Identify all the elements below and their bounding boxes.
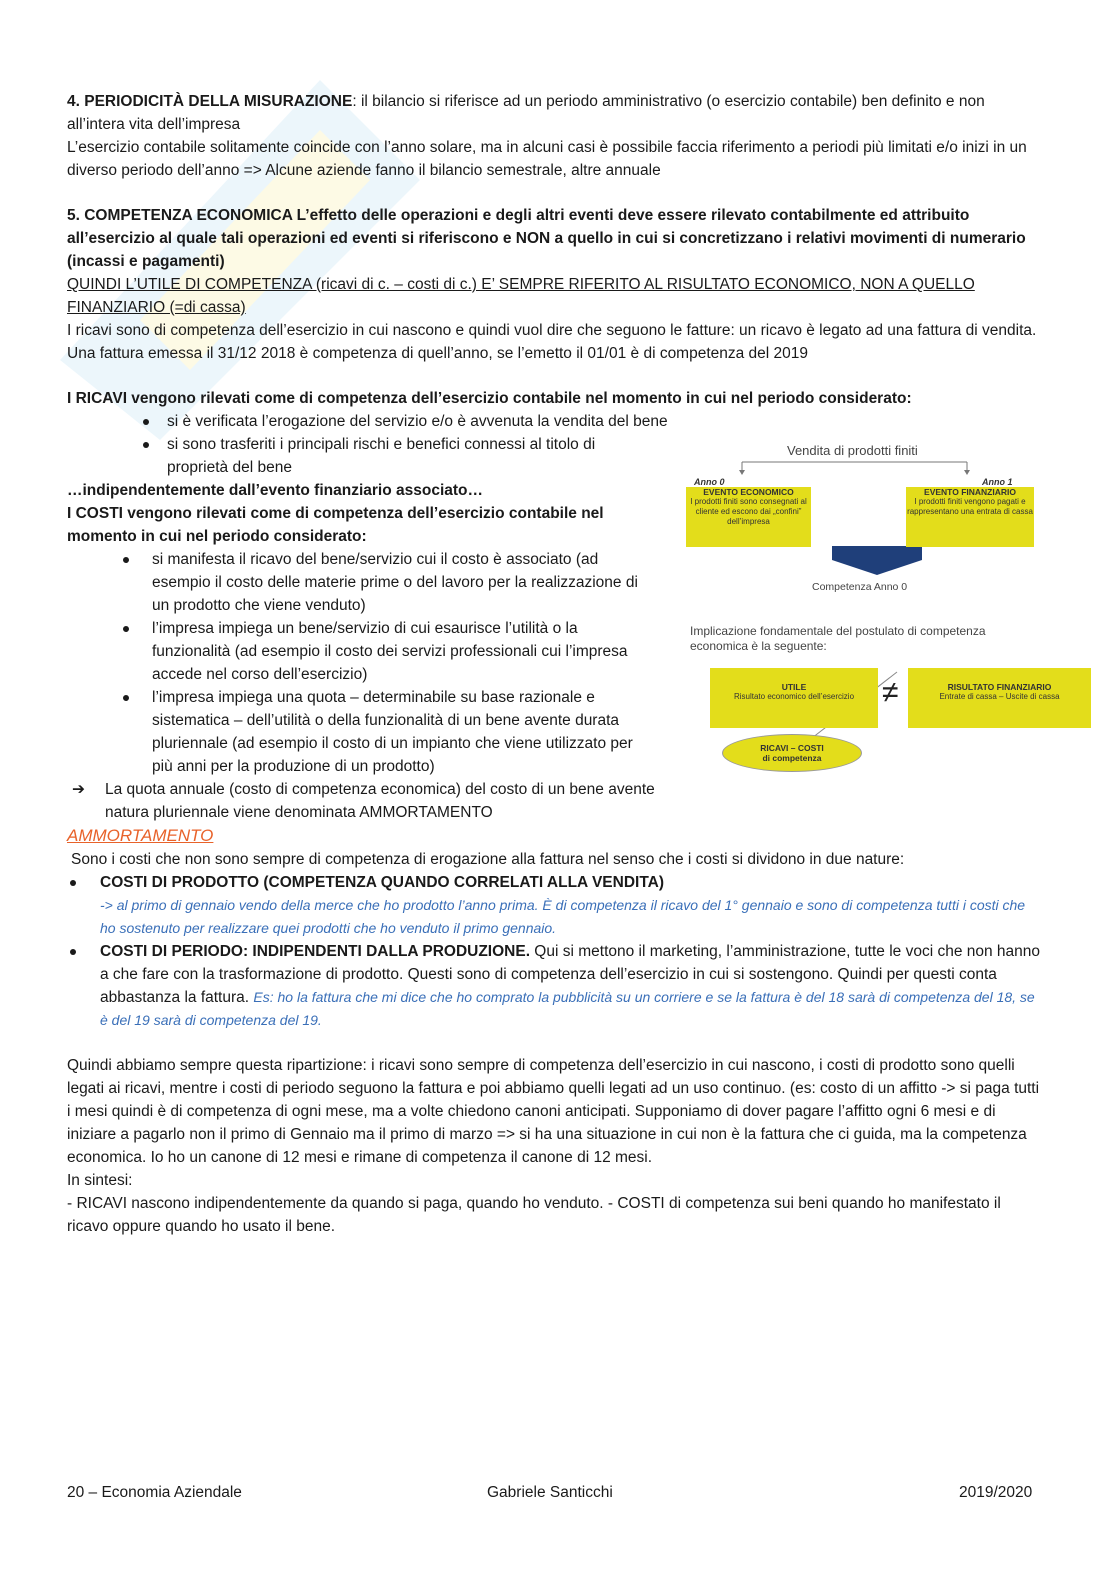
section5-bold-text: L’effetto delle operazioni e degli altri eventi deve essere rilevato contabilmente ed attribuito all’esercizio al quale tali operazioni ed eventi si riferiscono e NON a quello in cui si concretizzano i relativi movimenti di numerario (incassi e pagamenti) xyxy=(67,207,1026,270)
ammortamento-item-2 xyxy=(67,940,1042,1032)
ellipse-title: RICAVI – COSTI xyxy=(760,743,824,753)
footer-right: 2019/2020 xyxy=(959,1484,1033,1501)
ricavi-item-1: si è verificata l’erogazione del servizio e/o è avvenuta la vendita del bene xyxy=(67,410,1042,433)
section4-text2: L’esercizio contabile solitamente coincide con l’anno solare, ma in alcuni casi è possibile faccia riferimento a periodi più limitati e/o inizi in un diverso periodo dell’anno => Alcune aziende fanno il bilancio semestrale, altre annuale xyxy=(67,139,1027,179)
costi-item-2: l’impresa impiega un bene/servizio di cui esaurisce l’utilità o la funzionalità (ad esempio il costo dei servizi professionali cui l’impresa accede nel corso dell’esercizio) xyxy=(67,617,652,686)
footer-center: Gabriele Santicchi xyxy=(487,1484,613,1501)
ricavi-item-2: si sono trasferiti i principali rischi e benefici connessi al titolo di proprietà del bene xyxy=(67,433,647,479)
ammortamento-intro: Sono i costi che non sono sempre di competenza di erogazione alla fattura nel senso che i costi si dividono in due nature: xyxy=(71,851,905,868)
conclusion-last: - RICAVI nascono indipendentemente da quando si paga, quando ho venduto. - COSTI di competenza sui beni quando ho manifestato il ricavo oppure quando ho usato il bene. xyxy=(67,1195,1001,1235)
section4-title: 4. PERIODICITÀ DELLA MISURAZIONE xyxy=(67,93,353,110)
footer-left: 20 – Economia Aziendale xyxy=(67,1484,242,1501)
fin-text: Entrate di cassa – Uscite di cassa xyxy=(939,692,1060,701)
arrow-right-icon: ➔ xyxy=(72,781,85,798)
evento-economico-box xyxy=(686,487,811,547)
implicazione-text: Implicazione fondamentale del postulato di competenza economica è la seguente: xyxy=(690,624,986,653)
evento-finanziario-text: I prodotti finiti vengono pagati e rappresentano una entrata di cassa xyxy=(907,497,1033,516)
competenza-diagram xyxy=(682,440,1092,780)
utile-title: UTILE xyxy=(781,682,807,692)
costi-prodotto-note: -> al primo di gennaio vendo della merce che ho prodotto l’anno prima. È di competenza il ricavo del 1° gennaio e sono di competenza tutti i costi che ho sostenuto per realizzare quei prodotti che ho venduto il primo gennaio. xyxy=(100,897,1026,936)
ammortamento-title-row xyxy=(67,824,1042,848)
section4-para xyxy=(67,90,1042,136)
fin-title: RISULTATO FINANZIARIO xyxy=(947,682,1052,692)
costi-periodo-title: COSTI DI PERIODO: INDIPENDENTI DALLA PRODUZIONE. xyxy=(100,943,530,960)
costi-item-3: l’impresa impiega una quota – determinabile su base razionale e sistematica – dell’utilità o della funzionalità di un bene avente durata pluriennale (ad esempio il costo di un impianto che viene utilizzato per più anni per la produzione di un prodotto) xyxy=(67,686,652,778)
utile-box xyxy=(710,668,878,728)
anno1-label: Anno 1 xyxy=(982,477,1013,487)
costi-list xyxy=(67,548,652,778)
costi-prodotto-title: COSTI DI PRODOTTO (COMPETENZA QUANDO CORRELATI ALLA VENDITA) xyxy=(100,874,665,891)
diagram-title: Vendita di prodotti finiti xyxy=(787,443,918,458)
conclusion-sintesi: In sintesi: xyxy=(67,1172,133,1189)
ricavi-costi-ellipse xyxy=(722,734,862,772)
ellipse-text: di competenza xyxy=(762,753,822,763)
ammortamento-title: AMMORTAMENTO xyxy=(67,826,214,845)
anno0-label: Anno 0 xyxy=(694,477,725,487)
ammortamento-list xyxy=(67,871,1042,1032)
conclusion-para: Quindi abbiamo sempre questa ripartizione: i ricavi sono sempre di competenza dell’esercizio in cui nascono, i costi di prodotto sono quelli legati ai ricavi, mentre i costi di periodo seguono la fattura e poi abbiamo quelli legati ad un uso continuo. (es: costo di un affitto -> si paga tutti i mesi quindi è di competenza di ogni mese, ma a volte chiedono canoni anticipati. Supponiamo di dover pagare l’affitto ogni 6 mesi e di iniziare a pagarlo non il primo di Gennaio ma il primo di marzo => si ha una situazione in cui non è la fattura che ci guida, ma la competenza economica. Io ho un canone di 12 mesi e rimane di competenza il canone di 12 mesi. xyxy=(67,1057,1040,1166)
costi-item-1: si manifesta il ricavo del bene/servizio cui il costo è associato (ad esempio il costo delle materie prime o del lavoro per la realizzazione di un prodotto che viene venduto) xyxy=(67,548,652,617)
costi-periodo-note: Es: ho la fattura che mi dice che ho comprato la pubblicità su un corriere e se la fattura è del 18 sarà di competenza del 18, se è del 19 sarà di competenza del 19. xyxy=(100,989,1035,1028)
evento-economico-title: EVENTO ECONOMICO xyxy=(703,487,794,497)
costi-heading: I COSTI vengono rilevati come di competenza dell’esercizio contabile nel momento in cui nel periodo considerato: xyxy=(67,505,604,545)
ammortamento-item-1 xyxy=(67,871,1042,940)
evento-economico-text: I prodotti finiti sono consegnati al cliente ed escono dai „confini” dell’impresa xyxy=(690,497,807,526)
section5-text: I ricavi sono di competenza dell’esercizio in cui nascono e quindi vuol dire che seguono le fatture: un ricavo è legato ad una fattura di vendita. Una fattura emessa il 31/12 2018 è competenza di quell’anno, se l’emetto il 01/01 è di competenza del 2019 xyxy=(67,322,1037,362)
section5-title: 5. COMPETENZA ECONOMICA xyxy=(67,207,293,224)
evento-finanziario-title: EVENTO FINANZIARIO xyxy=(924,487,1016,497)
ricavi-after: …indipendentemente dall’evento finanziario associato… xyxy=(67,482,483,499)
ammortamento-arrow-row xyxy=(67,778,660,824)
arrow-text: La quota annuale (costo di competenza economica) del costo di un bene avente natura pluriennale viene denominata AMMORTAMENTO xyxy=(105,781,655,821)
ricavi-heading: I RICAVI vengono rilevati come di competenza dell’esercizio contabile nel momento in cui nel periodo considerato: xyxy=(67,390,912,407)
not-equal-icon: ≠ xyxy=(882,676,899,709)
section4-text1: : il bilancio si riferisce ad un periodo amministrativo (o esercizio contabile) ben definito e non all’intera vita dell’impresa xyxy=(67,93,985,133)
section5-underlined: QUINDI L’UTILE DI COMPETENZA (ricavi di c. – costi di c.) E’ SEMPRE RIFERITO AL RISULTATO ECONOMICO, NON A QUELLO FINANZIARIO (=di cassa) xyxy=(67,276,975,316)
risultato-finanziario-box xyxy=(908,668,1091,728)
evento-finanziario-box xyxy=(906,487,1034,547)
costi-periodo-text: Qui si mettono il marketing, l’amministrazione, tutte le voci che non hanno a che fare con la trasformazione di prodotto. Questi sono di competenza dell’esercizio in cui si sostengono. Quindi per questi conta abbastanza la fattura. xyxy=(100,943,1041,1006)
section5-para xyxy=(67,204,1042,273)
utile-text: Risultato economico dell’esercizio xyxy=(733,692,855,701)
competenza-label: Competenza Anno 0 xyxy=(812,581,908,593)
